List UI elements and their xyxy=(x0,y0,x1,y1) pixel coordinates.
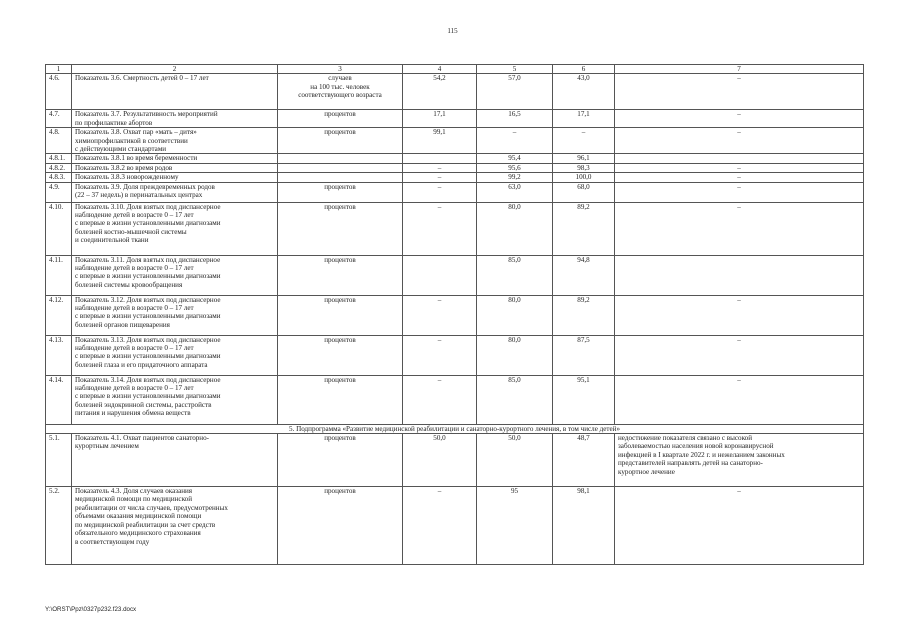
unit-of-measure: процентов xyxy=(278,255,403,295)
col-num-4: 4 xyxy=(403,65,477,74)
indicator-name: Показатель 3.12. Доля взятых под диспансерное наблюдение детей в возрасте 0 – 17 лет с впервые в жизни установленными диагнозами болезней органов пищеварения xyxy=(72,295,278,335)
value-col-6: 48,7 xyxy=(553,434,615,487)
value-col-4: 99,1 xyxy=(403,128,477,154)
note-col-7: – xyxy=(615,295,864,335)
value-col-5: 63,0 xyxy=(477,182,553,202)
section-heading: 5. Подпрограмма «Развитие медицинской реабилитации и санаторно-курортного лечения, в том числе детей» xyxy=(46,424,864,433)
col-num-2: 2 xyxy=(72,65,278,74)
value-col-6: 98,1 xyxy=(553,487,615,565)
col-num-1: 1 xyxy=(46,65,72,74)
indicators-table xyxy=(45,64,864,565)
col-num-3: 3 xyxy=(278,65,403,74)
unit-of-measure xyxy=(278,154,403,163)
table-row xyxy=(46,74,864,110)
value-col-5: 85,0 xyxy=(477,375,553,424)
row-number: 4.6. xyxy=(46,74,72,110)
note-col-7: – xyxy=(615,375,864,424)
value-col-4 xyxy=(403,154,477,163)
row-number: 4.14. xyxy=(46,375,72,424)
value-col-4: – xyxy=(403,202,477,255)
table-row xyxy=(46,487,864,565)
col-num-6: 6 xyxy=(553,65,615,74)
note-col-7: – xyxy=(615,128,864,154)
value-col-4: – xyxy=(403,335,477,375)
note-col-7: – xyxy=(615,173,864,182)
value-col-4: – xyxy=(403,182,477,202)
table-row xyxy=(46,154,864,163)
unit-of-measure: случаев на 100 тыс. человек соответствующего возраста xyxy=(278,74,403,110)
value-col-4: 17,1 xyxy=(403,110,477,128)
unit-of-measure: процентов xyxy=(278,128,403,154)
indicator-name: Показатель 3.8.2 во время родов xyxy=(72,163,278,172)
table-row xyxy=(46,375,864,424)
indicator-name: Показатель 3.8.3 новорожденному xyxy=(72,173,278,182)
value-col-6: 96,1 xyxy=(553,154,615,163)
indicator-name: Показатель 3.8. Охват пар «мать – дитя» химиопрофилактикой в соответствии с действующими стандартами xyxy=(72,128,278,154)
unit-of-measure: процентов xyxy=(278,202,403,255)
page-number: 115 xyxy=(447,27,458,35)
unit-of-measure: процентов xyxy=(278,487,403,565)
note-col-7: – xyxy=(615,182,864,202)
indicator-name: Показатель 3.9. Доля преждевременных родов (22 – 37 недель) в перинатальных центрах xyxy=(72,182,278,202)
value-col-6: 100,0 xyxy=(553,173,615,182)
value-col-5: 95,4 xyxy=(477,154,553,163)
row-number: 4.8.1. xyxy=(46,154,72,163)
indicator-name: Показатель 4.1. Охват пациентов санаторно- курортным лечением xyxy=(72,434,278,487)
value-col-6: 68,0 xyxy=(553,182,615,202)
table-row xyxy=(46,182,864,202)
value-col-6: 87,5 xyxy=(553,335,615,375)
indicator-name: Показатель 3.14. Доля взятых под диспансерное наблюдение детей в возрасте 0 – 17 лет с впервые в жизни установленными диагнозами болезней эндокринной системы, расстройств питания и нарушения обмена веществ xyxy=(72,375,278,424)
row-number: 4.11. xyxy=(46,255,72,295)
row-number: 4.9. xyxy=(46,182,72,202)
row-number: 5.2. xyxy=(46,487,72,565)
note-col-7: – xyxy=(615,202,864,255)
section-heading-row xyxy=(46,424,864,433)
table-row xyxy=(46,295,864,335)
value-col-4: – xyxy=(403,173,477,182)
value-col-6: – xyxy=(553,128,615,154)
value-col-5: 16,5 xyxy=(477,110,553,128)
row-number: 4.8.2. xyxy=(46,163,72,172)
indicator-name: Показатель 3.13. Доля взятых под диспансерное наблюдение детей в возрасте 0 – 17 лет с впервые в жизни установленными диагнозами болезней глаза и его придаточного аппарата xyxy=(72,335,278,375)
value-col-6: 94,8 xyxy=(553,255,615,295)
note-col-7: – xyxy=(615,110,864,128)
unit-of-measure: процентов xyxy=(278,295,403,335)
note-col-7: недостижение показателя связано с высокой заболеваемостью населения новой коронавирусной инфекцией в I квартале 2022 г. и нежеланием законных представителей направлять детей на санаторно- курортное лечение xyxy=(615,434,864,487)
unit-of-measure: процентов xyxy=(278,434,403,487)
value-col-5: 99,2 xyxy=(477,173,553,182)
value-col-5: 95 xyxy=(477,487,553,565)
value-col-6: 89,2 xyxy=(553,202,615,255)
value-col-4: – xyxy=(403,375,477,424)
row-number: 4.12. xyxy=(46,295,72,335)
note-col-7: – xyxy=(615,74,864,110)
value-col-6: 89,2 xyxy=(553,295,615,335)
note-col-7: – xyxy=(615,487,864,565)
row-number: 4.8.3. xyxy=(46,173,72,182)
table-row xyxy=(46,128,864,154)
value-col-6: 43,0 xyxy=(553,74,615,110)
value-col-5: 50,0 xyxy=(477,434,553,487)
indicator-name: Показатель 3.8.1 во время беременности xyxy=(72,154,278,163)
unit-of-measure xyxy=(278,173,403,182)
value-col-4: – xyxy=(403,487,477,565)
value-col-4 xyxy=(403,255,477,295)
row-number: 5.1. xyxy=(46,434,72,487)
value-col-5: 85,0 xyxy=(477,255,553,295)
value-col-6: 17,1 xyxy=(553,110,615,128)
indicator-name: Показатель 3.11. Доля взятых под диспансерное наблюдение детей в возрасте 0 – 17 лет с впервые в жизни установленными диагнозами болезней системы кровообращения xyxy=(72,255,278,295)
table-row xyxy=(46,202,864,255)
unit-of-measure: процентов xyxy=(278,110,403,128)
file-path-footer: Y:\ORST\Ppz\0327p232.f23.docx xyxy=(45,606,137,613)
table-row xyxy=(46,335,864,375)
indicator-name: Показатель 4.3. Доля случаев оказания медицинской помощи по медицинской реабилитации от числа случаев, предусмотренных объемами оказания медицинской помощи по медицинской реабилитации за счет средств обязательного медицинского страхования в соответствующем году xyxy=(72,487,278,565)
table-body xyxy=(46,74,864,565)
table-row xyxy=(46,173,864,182)
note-col-7 xyxy=(615,154,864,163)
value-col-5: 80,0 xyxy=(477,202,553,255)
indicator-name: Показатель 3.7. Результативность мероприятий по профилактике абортов xyxy=(72,110,278,128)
value-col-5: 95,6 xyxy=(477,163,553,172)
table-row xyxy=(46,163,864,172)
value-col-5: 80,0 xyxy=(477,335,553,375)
value-col-4: 50,0 xyxy=(403,434,477,487)
value-col-6: 98,3 xyxy=(553,163,615,172)
unit-of-measure: процентов xyxy=(278,335,403,375)
col-num-7: 7 xyxy=(615,65,864,74)
row-number: 4.10. xyxy=(46,202,72,255)
column-numbers-row xyxy=(46,65,864,74)
col-num-5: 5 xyxy=(477,65,553,74)
note-col-7: – xyxy=(615,163,864,172)
row-number: 4.13. xyxy=(46,335,72,375)
note-col-7: – xyxy=(615,335,864,375)
unit-of-measure: процентов xyxy=(278,375,403,424)
row-number: 4.7. xyxy=(46,110,72,128)
table-row xyxy=(46,110,864,128)
table-row xyxy=(46,434,864,487)
value-col-5: 57,0 xyxy=(477,74,553,110)
table-row xyxy=(46,255,864,295)
value-col-4: – xyxy=(403,295,477,335)
unit-of-measure xyxy=(278,163,403,172)
unit-of-measure: процентов xyxy=(278,182,403,202)
indicator-name: Показатель 3.6. Смертность детей 0 – 17 лет xyxy=(72,74,278,110)
value-col-4: – xyxy=(403,163,477,172)
value-col-5: 80,0 xyxy=(477,295,553,335)
indicator-name: Показатель 3.10. Доля взятых под диспансерное наблюдение детей в возрасте 0 – 17 лет с впервые в жизни установленными диагнозами болезней костно-мышечной системы и соединительной ткани xyxy=(72,202,278,255)
value-col-4: 54,2 xyxy=(403,74,477,110)
value-col-5: – xyxy=(477,128,553,154)
value-col-6: 95,1 xyxy=(553,375,615,424)
note-col-7 xyxy=(615,255,864,295)
row-number: 4.8. xyxy=(46,128,72,154)
